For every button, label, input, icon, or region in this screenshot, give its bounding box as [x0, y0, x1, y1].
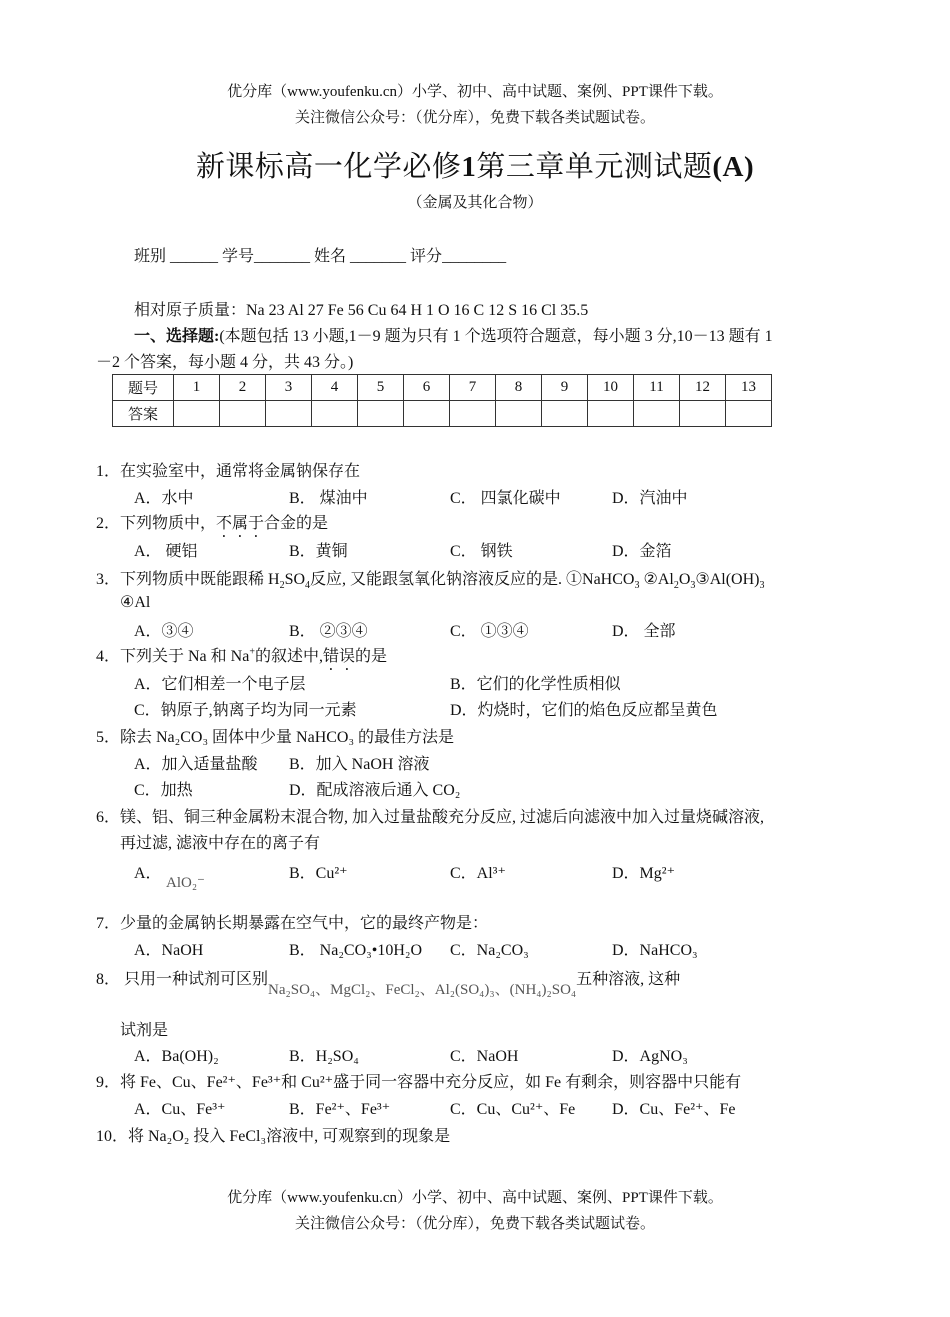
answer-cell[interactable]: [266, 401, 312, 427]
q4-option-b: B．它们的化学性质相似: [450, 676, 621, 693]
q3-stem-f: ③Al(OH): [695, 571, 760, 588]
q3-sub: 3: [634, 580, 640, 592]
answer-cell[interactable]: [312, 401, 358, 427]
table-num: 4: [312, 375, 358, 401]
q9-option-d: D．Cu、Fe²⁺、Fe: [612, 1101, 736, 1118]
q1-option-b: B． 煤油中: [289, 490, 368, 507]
q3-option-d: D． 全部: [612, 623, 676, 640]
atomic-mass-line: 相对原子质量：Na 23 Al 27 Fe 56 Cu 64 H 1 O 16 C 12 S 16 Cl 35.5: [134, 302, 589, 319]
table-num: 7: [450, 375, 496, 401]
class-label: 班别: [134, 248, 167, 265]
section-1-text-1: (本题包括 13 小题,1－9 题为只有 1 个选项符合题意，每小题 3 分,10－13 题有 1: [219, 328, 773, 345]
q3-option-b: B． ②③④: [289, 623, 368, 640]
q8-option-d: D．AgNO₃: [612, 1048, 688, 1065]
question-6-stem-2: 再过滤, 滤液中存在的离子有: [120, 835, 321, 852]
answer-cell[interactable]: [450, 401, 496, 427]
answer-cell[interactable]: [220, 401, 266, 427]
table-num: 9: [542, 375, 588, 401]
q1-option-c: C． 四氯化碳中: [450, 490, 561, 507]
table-num: 13: [726, 375, 772, 401]
q5-option-a: A．加入适量盐酸: [134, 756, 258, 773]
table-header-label: 题号: [113, 375, 174, 401]
question-5-stem: 5．除去 Na₂CO₃ 固体中少量 NaHCO₃ 的最佳方法是: [96, 729, 455, 746]
q4-option-a: A．它们相差一个电子层: [134, 676, 306, 693]
question-2-stem: [96, 510, 328, 541]
table-num: 2: [220, 375, 266, 401]
name-blank[interactable]: _______: [350, 248, 407, 265]
q6-option-b: B．Cu²⁺: [289, 865, 348, 882]
q8-option-b: B．H₂SO₄: [289, 1048, 359, 1065]
question-1-stem: 1．在实验室中，通常将金属钠保存在: [96, 463, 361, 480]
title-prefix: 新课标高一化学必修: [195, 151, 462, 183]
page-title: [0, 144, 950, 185]
title-num: 1: [461, 151, 477, 183]
table-answer-label: 答案: [113, 401, 174, 427]
q3-sub: 2: [279, 580, 285, 592]
q3-option-a: A．③④: [134, 623, 194, 640]
score-label: 评分: [410, 248, 443, 265]
section-1-text-2: －2 个答案，每小题 4 分，共 43 分。): [96, 354, 354, 371]
footer-line-1: 优分库（www.youfenku.cn）小学、初中、高中试题、案例、PPT课件下载。: [227, 1190, 723, 1206]
q3-sub: 3: [690, 580, 696, 592]
q9-option-b: B．Fe²⁺、Fe³⁺: [289, 1101, 391, 1118]
q1-option-d: D．汽油中: [612, 490, 688, 507]
q4-sup: +: [249, 646, 255, 658]
table-num: 5: [358, 375, 404, 401]
q3-stem-c: 反应, 又能跟氢氧化钠溶液反应的是. ①NaHCO: [310, 571, 635, 588]
q8-option-c: C．NaOH: [450, 1048, 519, 1065]
question-7-stem: 7．少量的金属钠长期暴露在空气中，它的最终产物是：: [96, 915, 489, 932]
header-line-1: 优分库（www.youfenku.cn）小学、初中、高中试题、案例、PPT课件下载。: [227, 84, 723, 100]
q8-stem-pre: 8． 只用一种试剂可区别: [96, 971, 269, 988]
question-4-stem: [96, 643, 387, 674]
answer-cell[interactable]: [404, 401, 450, 427]
answer-cell[interactable]: [634, 401, 680, 427]
table-row-numbers: [113, 375, 772, 401]
student-id-label: 学号: [222, 248, 255, 265]
answer-cell[interactable]: [496, 401, 542, 427]
table-row-answers: [113, 401, 772, 427]
q2-stem-pre: 2．下列物质中，: [96, 515, 217, 532]
header-line-2: 关注微信公众号：（优分库），免费下载各类试题试卷。: [294, 110, 655, 126]
answer-cell[interactable]: [358, 401, 404, 427]
title-suffix: (A): [712, 151, 755, 183]
q6-option-a-ion: AlO₂⁻: [166, 875, 205, 891]
q9-option-c: C．Cu、Cu²⁺、Fe: [450, 1101, 576, 1118]
answer-cell[interactable]: [588, 401, 634, 427]
class-blank[interactable]: ______: [170, 248, 219, 265]
student-info-line: [134, 243, 506, 266]
table-num: 3: [266, 375, 312, 401]
table-num: 1: [174, 375, 220, 401]
q7-option-c: C．Na₂CO₃: [450, 942, 529, 959]
q4-option-d: D．灼烧时，它们的焰色反应都呈黄色: [450, 702, 718, 719]
q1-option-a: A．水中: [134, 490, 194, 507]
table-num: 8: [496, 375, 542, 401]
student-id-blank[interactable]: _______: [254, 248, 311, 265]
q7-option-d: D．NaHCO₃: [612, 942, 698, 959]
name-label: 姓名: [314, 248, 347, 265]
title-middle: 第三章单元测试题: [476, 151, 713, 183]
q3-stem-cont: ④Al: [120, 594, 151, 611]
score-blank[interactable]: ________: [442, 248, 507, 265]
section-1-heading: 一、选择题:: [134, 328, 220, 345]
question-10-stem: 10．将 Na₂O₂ 投入 FeCl₃溶液中, 可观察到的现象是: [96, 1128, 451, 1145]
table-num: 11: [634, 375, 680, 401]
q3-stem-e: O: [678, 571, 691, 588]
q3-stem-d: ②Al: [639, 571, 674, 588]
q9-option-a: A．Cu、Fe³⁺: [134, 1101, 226, 1118]
q3-stem-a: 3．下列物质中既能跟稀 H: [96, 571, 280, 588]
answer-cell[interactable]: [174, 401, 220, 427]
footer-line-2: 关注微信公众号：（优分库），免费下载各类试题试卷。: [294, 1216, 655, 1232]
question-8-stem: [96, 966, 681, 998]
q8-stem-cont: 试剂是: [120, 1022, 169, 1039]
table-num: 10: [588, 375, 634, 401]
section-1-instructions: [134, 323, 773, 346]
q4-stem-mid: 的叙述中,: [254, 648, 323, 665]
q6-option-a: A．: [134, 865, 162, 882]
q2-stem-emphasis: 不属于: [216, 515, 265, 532]
answer-cell[interactable]: [680, 401, 726, 427]
q7-option-b: B． Na₂CO₃•10H₂O: [289, 942, 423, 959]
q4-stem-emphasis: 错误: [322, 648, 355, 665]
answer-table: [112, 374, 772, 427]
q3-option-c: C． ①③④: [450, 623, 529, 640]
q8-formulas: Na₂SO₄、MgCl₂、FeCl₂、Al₂(SO₄)₃、(NH₄)₂SO₄: [268, 982, 577, 998]
question-3-stem: [96, 566, 765, 592]
q3-sub: 3: [759, 580, 765, 592]
answer-cell[interactable]: [726, 401, 772, 427]
question-6-stem-1: 6．镁、铝、铜三种金属粉末混合物, 加入过量盐酸充分反应, 过滤后向滤液中加入过量烧碱溶液,: [96, 809, 765, 826]
table-num: 6: [404, 375, 450, 401]
answer-cell[interactable]: [542, 401, 588, 427]
q4-option-c: C．钠原子,钠离子均为同一元素: [134, 702, 357, 719]
q2-option-a: A． 硬铝: [134, 543, 198, 560]
q2-option-d: D．金箔: [612, 543, 672, 560]
q3-stem-b: SO: [284, 571, 306, 588]
q6-option-c: C．Al³⁺: [450, 865, 506, 882]
q3-sub: 2: [673, 580, 679, 592]
subtitle: （金属及其化合物）: [407, 195, 543, 211]
q2-option-b: B．黄铜: [289, 543, 348, 560]
q4-stem-post: 的是: [355, 648, 388, 665]
q5-option-d: D．配成溶液后通入 CO₂: [289, 782, 461, 799]
q2-stem-post: 合金的是: [264, 515, 329, 532]
q3-sub: 4: [305, 580, 311, 592]
q2-option-c: C． 钢铁: [450, 543, 513, 560]
q5-option-b: B．加入 NaOH 溶液: [289, 756, 430, 773]
q8-stem-post: 五种溶液, 这种: [576, 971, 681, 988]
q4-stem-pre: 4．下列关于 Na 和 Na: [96, 648, 250, 665]
q7-option-a: A．NaOH: [134, 942, 204, 959]
q8-option-a: A．Ba(OH)₂: [134, 1048, 219, 1065]
table-num: 12: [680, 375, 726, 401]
q5-option-c: C．加热: [134, 782, 193, 799]
question-9-stem: 9．将 Fe、Cu、Fe²⁺、Fe³⁺和 Cu²⁺盛于同一容器中充分反应，如 Fe 有剩余，则容器中只能有: [96, 1074, 742, 1091]
q6-option-d: D．Mg²⁺: [612, 865, 676, 882]
